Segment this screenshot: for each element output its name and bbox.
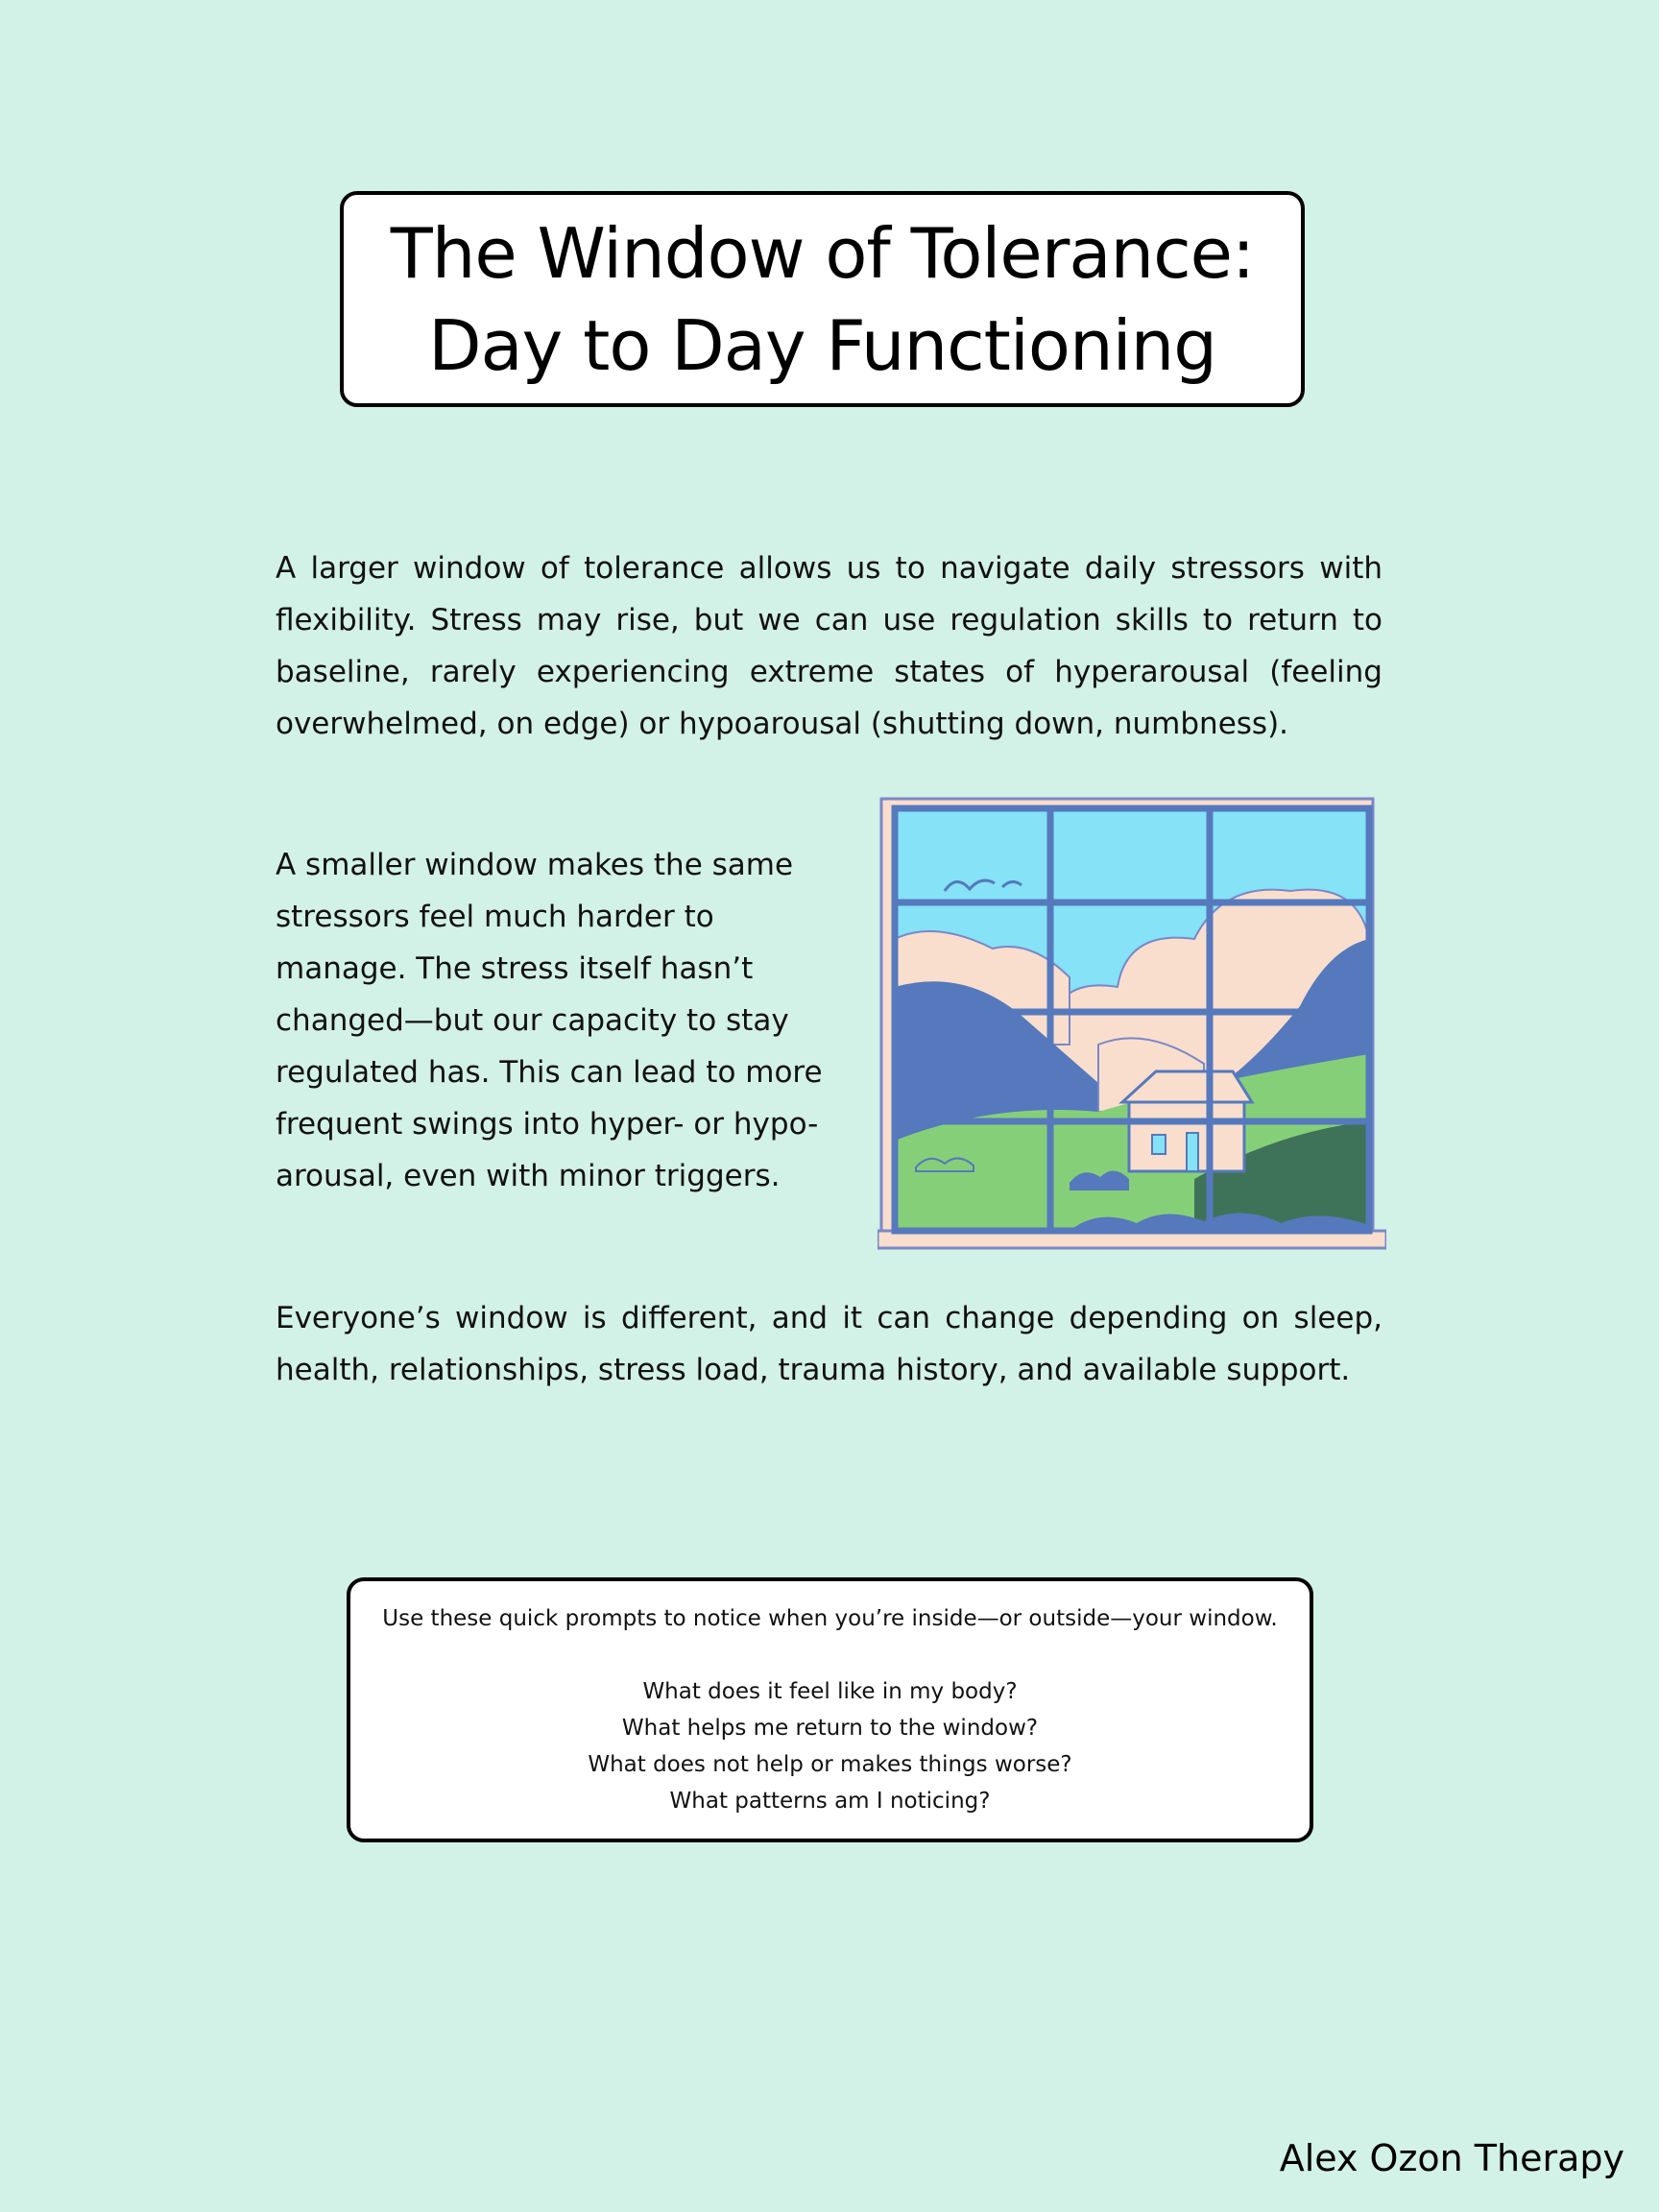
page-title-line-2: Day to Day Functioning <box>428 304 1216 386</box>
title-box <box>340 191 1305 407</box>
footer-brand: Alex Ozon Therapy <box>1279 2137 1624 2179</box>
prompt-question: What helps me return to the window? <box>621 1716 1039 1741</box>
window-landscape-icon <box>878 795 1386 1250</box>
paragraph-larger-window: A larger window of tolerance allows us to navigate daily stressors with flexibility. Stress may rise, but we can use regulation skills to return to baseline, rarely experiencing extreme states of hyperarousal (feeling overwhelmed, on edge) or hypoarousal (shutting down, numbness). <box>276 551 1382 741</box>
paragraph-everyone-window: Everyone’s window is different, and it can change depending on sleep, health, relationships, stress load, trauma history, and available support. <box>276 1301 1382 1387</box>
prompts-intro: Use these quick prompts to notice when you’re inside—or outside—your window. <box>382 1606 1278 1631</box>
prompts-box <box>347 1577 1313 1842</box>
prompt-question: What patterns am I noticing? <box>669 1789 991 1814</box>
paragraph-smaller-window: A smaller window makes the same stressors feel much harder to manage. The stress itself hasn’t changed—but our capacity to stay regulated has. This can lead to more frequent swings into hyper- or hypo-arousal, even with minor triggers. <box>276 848 823 1193</box>
prompt-question: What does it feel like in my body? <box>642 1679 1018 1704</box>
prompt-question: What does not help or makes things worse? <box>588 1752 1072 1777</box>
page-title-line-1: The Window of Tolerance: <box>390 212 1255 294</box>
